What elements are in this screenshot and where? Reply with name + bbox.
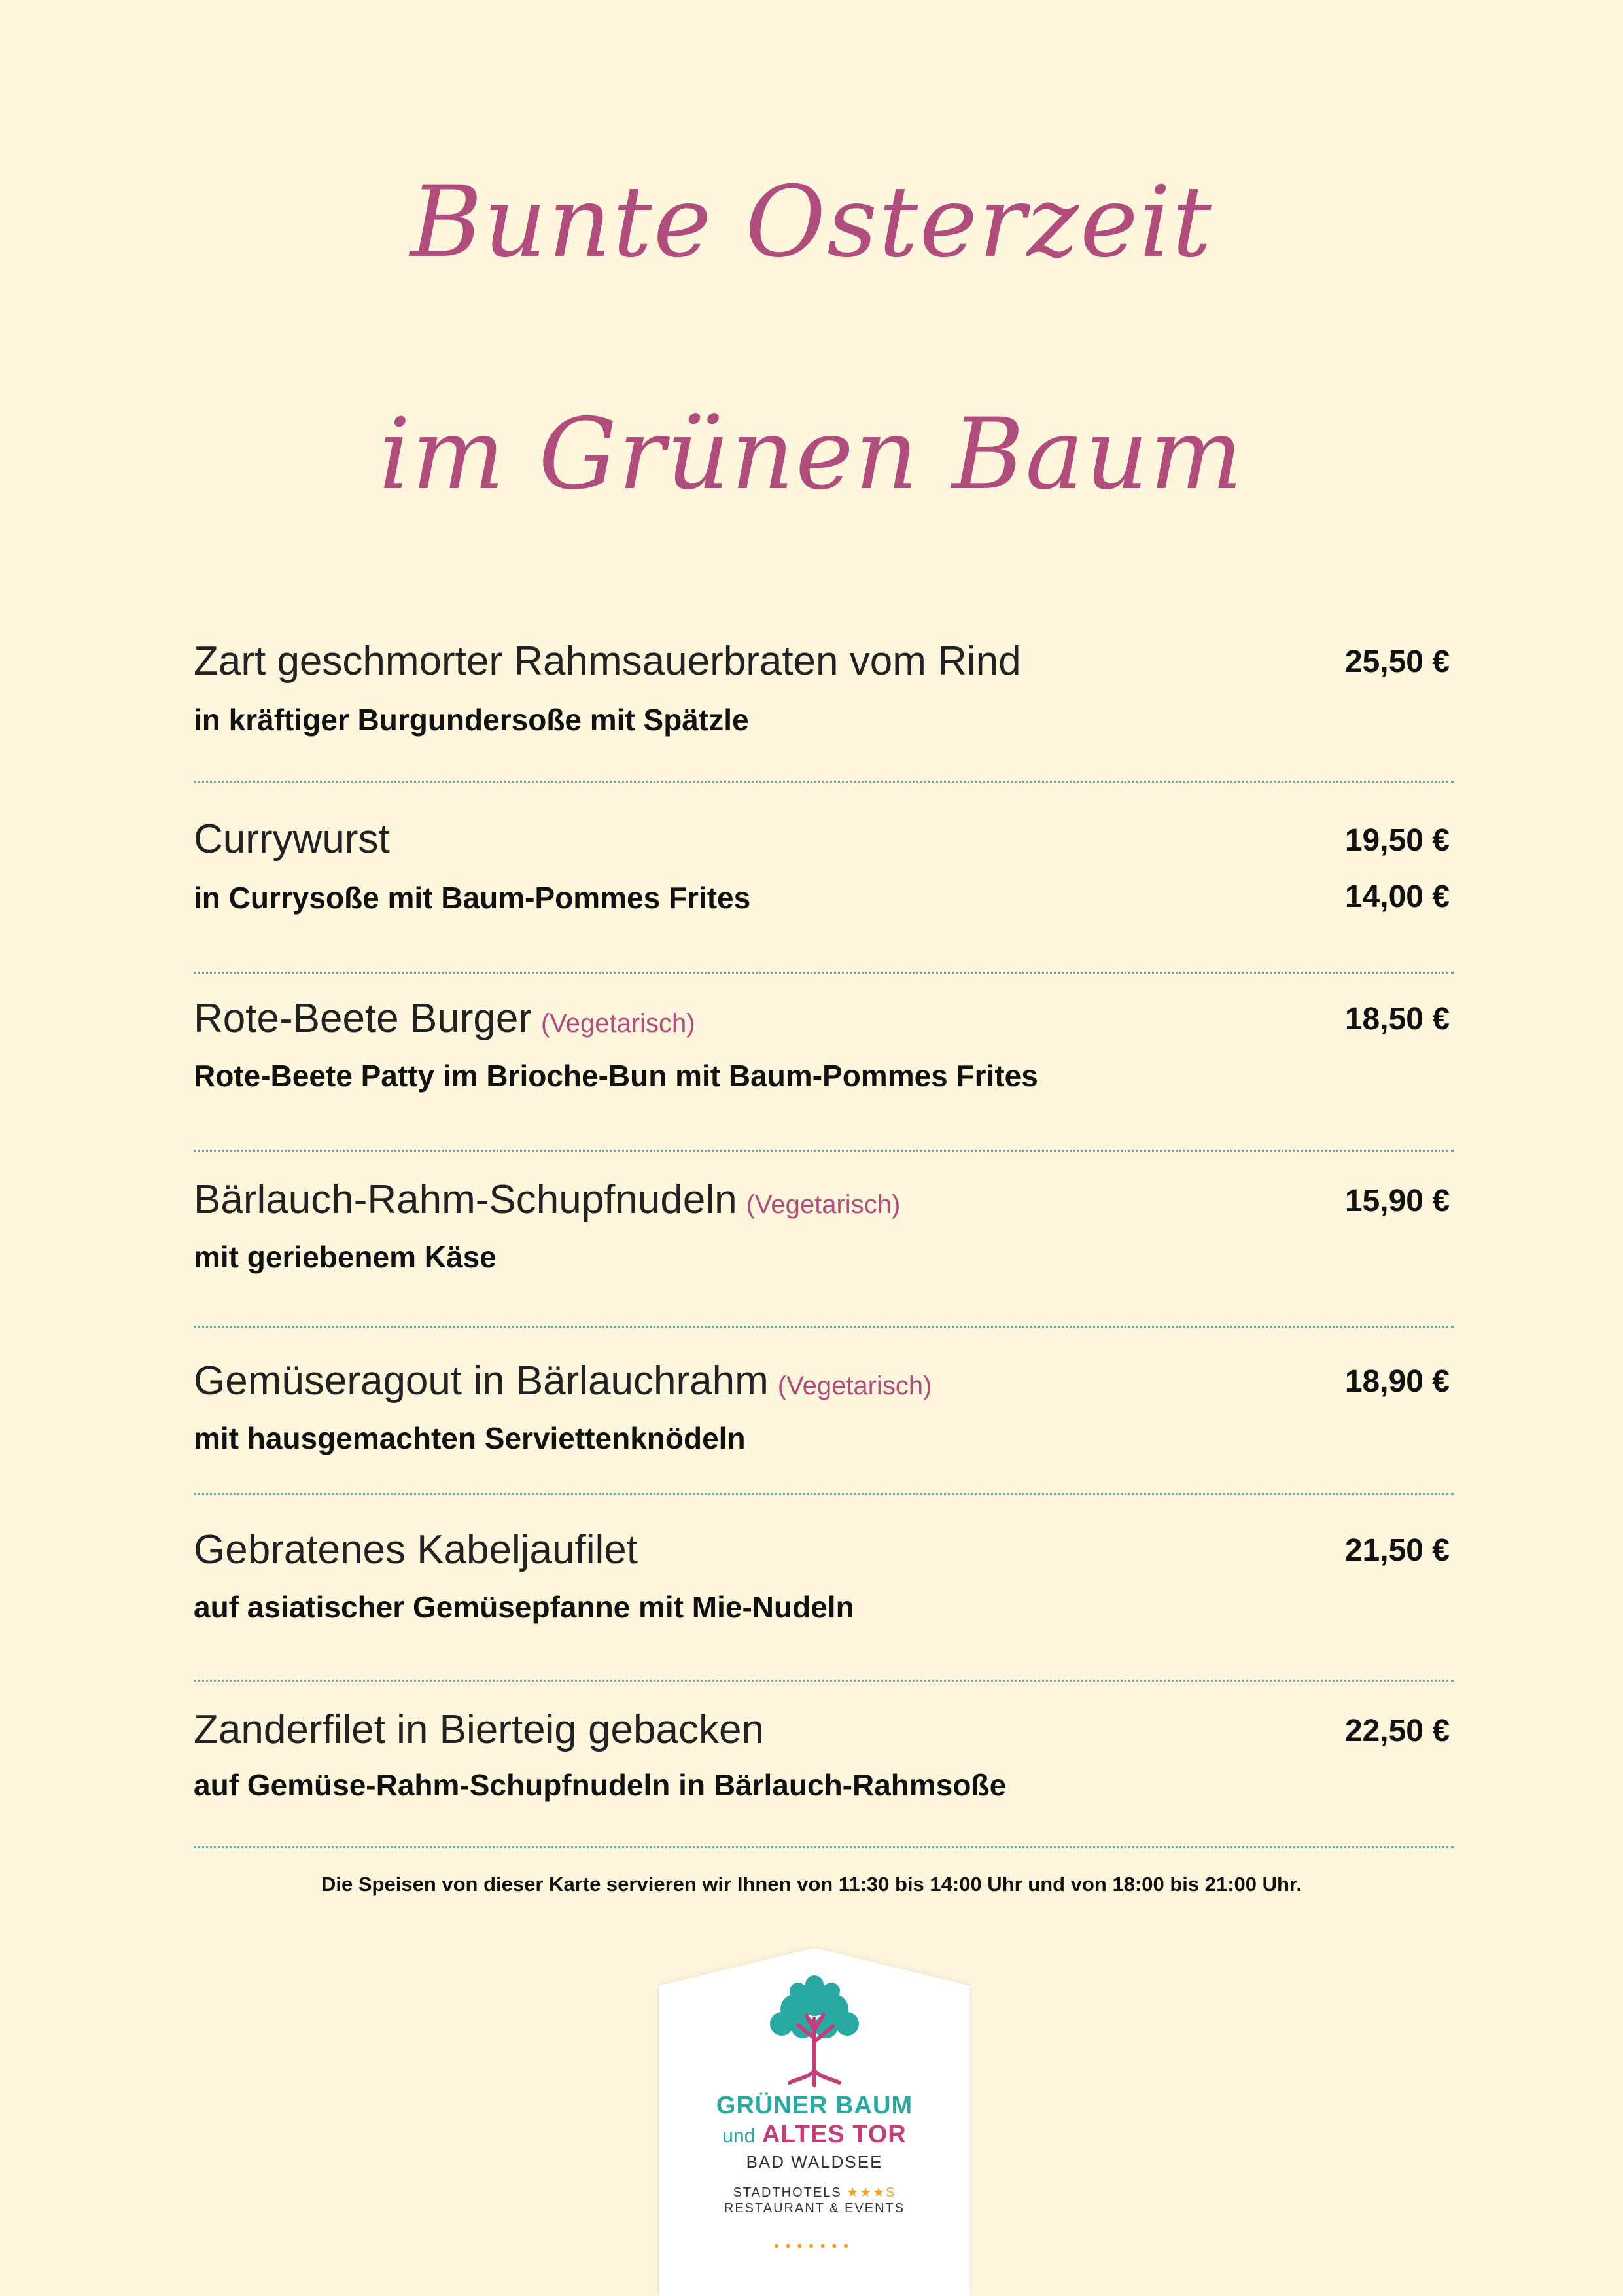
dish-price: 15,90 € (1344, 1184, 1450, 1218)
logo-dots: ••••••• (774, 2238, 855, 2254)
dish-description: in kräftiger Burgundersoße mit Spätzle (194, 703, 749, 737)
tree-icon (762, 1973, 867, 2091)
dish-price: 21,50 € (1344, 1533, 1450, 1568)
dish-price: 25,50 € (1344, 645, 1450, 679)
menu-subtitle: im Grünen Baum (379, 398, 1244, 512)
dish-price: 22,50 € (1344, 1714, 1450, 1748)
dish-tag: (Vegetarisch) (777, 1371, 932, 1400)
dish-name: Rote-Beete Burger (Vegetarisch) (194, 996, 695, 1041)
logo-restaurant-events: RESTAURANT & EVENTS (724, 2201, 905, 2216)
dish-name: Currywurst (194, 817, 390, 862)
logo-altes-tor: ALTES TOR (761, 2121, 907, 2148)
dish-price: 19,50 € (1344, 823, 1450, 858)
dish-description: mit geriebenem Käse (194, 1240, 497, 1274)
dish-price-secondary: 14,00 € (1344, 879, 1450, 914)
menu-item (194, 1682, 1454, 1848)
logo-name-line2 (657, 2121, 971, 2149)
logo-stadthotels: STADTHOTELS ★★★S (733, 2185, 896, 2200)
menu-item (194, 974, 1454, 1152)
menu-item (194, 1495, 1454, 1682)
dish-description: Rote-Beete Patty im Brioche-Bun mit Baum-Pommes Frites (194, 1059, 1038, 1093)
dish-tag: (Vegetarisch) (746, 1190, 901, 1219)
dish-name: Zanderfilet in Bierteig gebacken (194, 1707, 764, 1752)
menu-list (194, 628, 1454, 1848)
menu-item (194, 1152, 1454, 1328)
dish-description: auf Gemüse-Rahm-Schupfnudeln in Bärlauch-Rahmsoße (194, 1768, 1007, 1802)
stars-icon: ★★★S (846, 2185, 896, 2200)
dish-price: 18,90 € (1344, 1364, 1450, 1399)
dish-name: Gebratenes Kabeljaufilet (194, 1527, 638, 1572)
menu-title: Bunte Osterzeit (410, 166, 1213, 279)
menu-item (194, 628, 1454, 783)
serving-hours-note: Die Speisen von dieser Karte servieren wir Ihnen von 11:30 bis 14:00 Uhr und von 18:00 bis 21:00 Uhr. (321, 1873, 1302, 1896)
dish-name: Bärlauch-Rahm-Schupfnudeln (Vegetarisch) (194, 1177, 901, 1222)
logo-und: und (722, 2125, 756, 2147)
logo-name-line1: GRÜNER BAUM (716, 2092, 913, 2119)
hotel-logo (657, 1947, 971, 2296)
menu-item (194, 783, 1454, 974)
dish-price: 18,50 € (1344, 1002, 1450, 1036)
dish-description: in Currysoße mit Baum-Pommes Frites (194, 881, 751, 915)
dish-name: Zart geschmorter Rahmsauerbraten vom Rind (194, 639, 1021, 684)
dish-tag: (Vegetarisch) (540, 1009, 695, 1038)
dish-description: auf asiatischer Gemüsepfanne mit Mie-Nudeln (194, 1590, 854, 1624)
menu-item (194, 1328, 1454, 1495)
dish-description: mit hausgemachten Serviettenknödeln (194, 1421, 746, 1455)
dish-name: Gemüseragout in Bärlauchrahm (Vegetarisch) (194, 1358, 932, 1404)
logo-location: BAD WALDSEE (746, 2152, 883, 2172)
